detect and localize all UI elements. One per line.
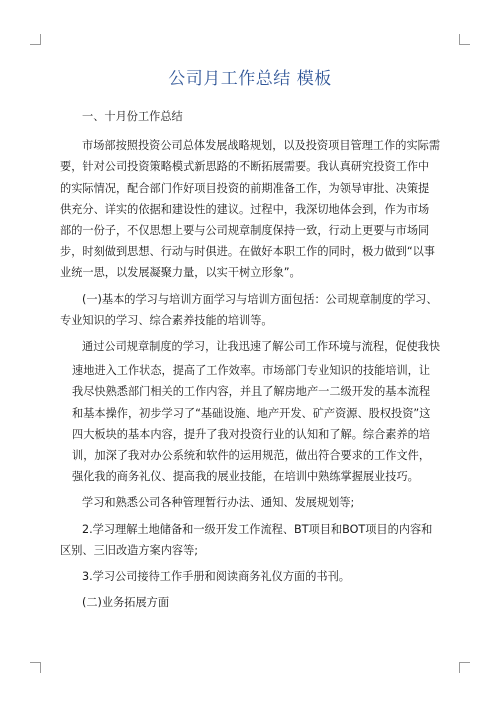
section-heading: 一、十月份工作总结 (82, 110, 183, 123)
document-body (60, 106, 440, 616)
paragraph: 学习和熟悉公司各种管理暂行办法、通知、发展规划等; (82, 496, 355, 510)
document-title: 公司月工作总结 模板 (168, 69, 332, 89)
crop-mark-top-right (459, 34, 470, 45)
crop-mark-top-left (30, 34, 41, 45)
paragraph: 3.学习公司接待工作手册和阅读商务礼仪方面的书刊。 (82, 570, 350, 584)
paragraph: (一)基本的学习与培训方面学习与培训方面包括：公司规章制度的学习、专业知识的学习、综合素养技能的培训等。 (60, 292, 438, 327)
crop-mark-bottom-left (30, 662, 41, 673)
paragraph: 速地进入工作状态，提高了工作效率。市场部门专业知识的技能培训，让我尽快熟悉部门相关的工作内容，并且了解房地产一二级开发的基本流程和基本操作，初步学习了“基础设施、地产开发、矿产资源、股权投资”这四大板块的基本内容，提升了我对投资行业的认知和了解。综合素养的培训，加深了我对办公系统和软件的运用规范，做出符合要求的工作文件，强化我的商务礼仪、提高我的展业技能，在培训中熟练掌握展业技巧。 (72, 364, 431, 484)
sub-heading: (二)业务拓展方面 (82, 596, 170, 610)
paragraph: 2.学习理解土地储备和一级开发工作流程、BT项目和BOT项目的内容和区别、三旧改造方案内容等; (60, 522, 433, 557)
paragraph: 市场部按照投资公司总体发展战略规划，以及投资项目管理工作的实际需要，针对公司投资策略模式新思路的不断拓展需要。我认真研究投资工作中的实际情况，配合部门作好项目投资的前期准备工作，为领导审批、决策提供充分、详实的依据和建设性的建议。过程中，我深切地体会到，作为市场部的一份子，不仅思想上要与公司规章制度保持一致，行动上更要与市场同步，时刻做到思想、行动与时俱进。在做好本职工作的同时，极力做到“以事业统一思，以发展凝聚力量，以实干树立形象”。 (60, 139, 441, 280)
crop-mark-bottom-right (459, 662, 470, 673)
paragraph: 通过公司规章制度的学习，让我迅速了解公司工作环境与流程，促使我快 (82, 340, 441, 354)
